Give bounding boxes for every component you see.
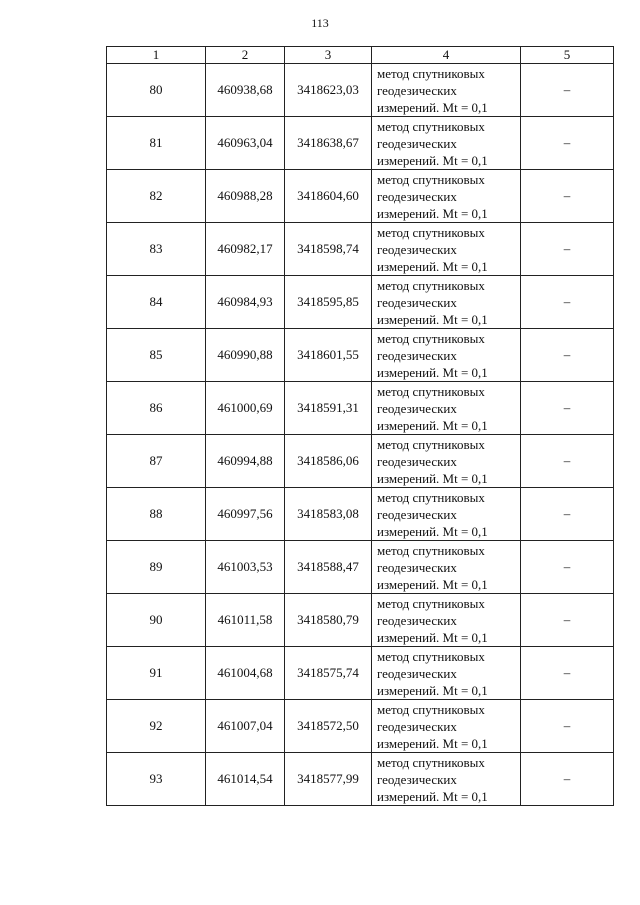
- method-line: метод спутниковых: [377, 489, 485, 505]
- method-cell: [372, 382, 521, 435]
- method-line: измерений. Mt = 0,1: [377, 788, 488, 804]
- table-row: [107, 488, 614, 541]
- note-cell: –: [521, 329, 614, 382]
- table-row: [107, 700, 614, 753]
- point-number-cell: 81: [107, 117, 206, 170]
- method-cell: [372, 170, 521, 223]
- method-line: геодезических: [377, 718, 457, 734]
- method-line: метод спутниковых: [377, 595, 485, 611]
- method-line: геодезических: [377, 612, 457, 628]
- table-row: [107, 382, 614, 435]
- method-line: измерений. Mt = 0,1: [377, 470, 488, 486]
- method-line: геодезических: [377, 771, 457, 787]
- note-cell: –: [521, 117, 614, 170]
- table-row: [107, 647, 614, 700]
- method-line: метод спутниковых: [377, 648, 485, 664]
- method-cell: [372, 488, 521, 541]
- coordinates-table: [106, 46, 614, 806]
- x-coordinate-cell: 460984,93: [206, 276, 285, 329]
- note-cell: –: [521, 594, 614, 647]
- method-line: измерений. Mt = 0,1: [377, 258, 488, 274]
- method-line: метод спутниковых: [377, 330, 485, 346]
- x-coordinate-cell: 461007,04: [206, 700, 285, 753]
- y-coordinate-cell: 3418586,06: [285, 435, 372, 488]
- method-line: метод спутниковых: [377, 65, 485, 81]
- method-line: измерений. Mt = 0,1: [377, 152, 488, 168]
- method-line: геодезических: [377, 453, 457, 469]
- method-line: геодезических: [377, 559, 457, 575]
- method-line: метод спутниковых: [377, 436, 485, 452]
- method-line: измерений. Mt = 0,1: [377, 523, 488, 539]
- header-col-1: 1: [107, 47, 206, 64]
- method-line: измерений. Mt = 0,1: [377, 735, 488, 751]
- page-number: 113: [311, 16, 329, 30]
- x-coordinate-cell: 460988,28: [206, 170, 285, 223]
- y-coordinate-cell: 3418577,99: [285, 753, 372, 806]
- y-coordinate-cell: 3418591,31: [285, 382, 372, 435]
- y-coordinate-cell: 3418580,79: [285, 594, 372, 647]
- method-cell: [372, 594, 521, 647]
- y-coordinate-cell: 3418601,55: [285, 329, 372, 382]
- point-number-cell: 92: [107, 700, 206, 753]
- table-row: [107, 435, 614, 488]
- method-cell: [372, 276, 521, 329]
- point-number-cell: 91: [107, 647, 206, 700]
- x-coordinate-cell: 461014,54: [206, 753, 285, 806]
- x-coordinate-cell: 460963,04: [206, 117, 285, 170]
- note-cell: –: [521, 647, 614, 700]
- method-cell: [372, 541, 521, 594]
- method-line: измерений. Mt = 0,1: [377, 629, 488, 645]
- table-row: [107, 753, 614, 806]
- x-coordinate-cell: 460990,88: [206, 329, 285, 382]
- y-coordinate-cell: 3418572,50: [285, 700, 372, 753]
- point-number-cell: 89: [107, 541, 206, 594]
- method-cell: [372, 223, 521, 276]
- point-number-cell: 84: [107, 276, 206, 329]
- y-coordinate-cell: 3418604,60: [285, 170, 372, 223]
- note-cell: –: [521, 223, 614, 276]
- x-coordinate-cell: 460938,68: [206, 64, 285, 117]
- method-line: геодезических: [377, 188, 457, 204]
- y-coordinate-cell: 3418623,03: [285, 64, 372, 117]
- method-line: метод спутниковых: [377, 118, 485, 134]
- method-line: геодезических: [377, 347, 457, 363]
- method-cell: [372, 435, 521, 488]
- method-line: геодезических: [377, 400, 457, 416]
- y-coordinate-cell: 3418575,74: [285, 647, 372, 700]
- note-cell: –: [521, 488, 614, 541]
- table-row: [107, 64, 614, 117]
- method-cell: [372, 753, 521, 806]
- point-number-cell: 80: [107, 64, 206, 117]
- method-cell: [372, 700, 521, 753]
- point-number-cell: 93: [107, 753, 206, 806]
- y-coordinate-cell: 3418638,67: [285, 117, 372, 170]
- x-coordinate-cell: 461011,58: [206, 594, 285, 647]
- method-line: метод спутниковых: [377, 277, 485, 293]
- header-row: [107, 47, 614, 64]
- y-coordinate-cell: 3418588,47: [285, 541, 372, 594]
- method-line: измерений. Mt = 0,1: [377, 576, 488, 592]
- method-line: метод спутниковых: [377, 754, 485, 770]
- method-cell: [372, 647, 521, 700]
- method-cell: [372, 64, 521, 117]
- method-line: геодезических: [377, 241, 457, 257]
- table-row: [107, 329, 614, 382]
- note-cell: –: [521, 64, 614, 117]
- method-line: измерений. Mt = 0,1: [377, 364, 488, 380]
- x-coordinate-cell: 460997,56: [206, 488, 285, 541]
- method-line: геодезических: [377, 135, 457, 151]
- y-coordinate-cell: 3418598,74: [285, 223, 372, 276]
- method-line: метод спутниковых: [377, 542, 485, 558]
- method-line: метод спутниковых: [377, 383, 485, 399]
- point-number-cell: 86: [107, 382, 206, 435]
- method-line: измерений. Mt = 0,1: [377, 99, 488, 115]
- table-row: [107, 117, 614, 170]
- method-cell: [372, 117, 521, 170]
- method-line: измерений. Mt = 0,1: [377, 205, 488, 221]
- header-col-2: 2: [206, 47, 285, 64]
- table-body: [107, 64, 614, 806]
- header-col-3: 3: [285, 47, 372, 64]
- method-line: измерений. Mt = 0,1: [377, 311, 488, 327]
- note-cell: –: [521, 276, 614, 329]
- note-cell: –: [521, 435, 614, 488]
- note-cell: –: [521, 382, 614, 435]
- point-number-cell: 83: [107, 223, 206, 276]
- point-number-cell: 90: [107, 594, 206, 647]
- y-coordinate-cell: 3418595,85: [285, 276, 372, 329]
- note-cell: –: [521, 541, 614, 594]
- method-line: геодезических: [377, 665, 457, 681]
- point-number-cell: 87: [107, 435, 206, 488]
- x-coordinate-cell: 461004,68: [206, 647, 285, 700]
- method-line: измерений. Mt = 0,1: [377, 417, 488, 433]
- point-number-cell: 88: [107, 488, 206, 541]
- method-line: геодезических: [377, 294, 457, 310]
- header-col-5: 5: [521, 47, 614, 64]
- table-row: [107, 541, 614, 594]
- method-line: метод спутниковых: [377, 171, 485, 187]
- note-cell: –: [521, 753, 614, 806]
- method-line: геодезических: [377, 506, 457, 522]
- x-coordinate-cell: 461003,53: [206, 541, 285, 594]
- method-line: метод спутниковых: [377, 701, 485, 717]
- x-coordinate-cell: 461000,69: [206, 382, 285, 435]
- note-cell: –: [521, 700, 614, 753]
- table-row: [107, 594, 614, 647]
- method-line: метод спутниковых: [377, 224, 485, 240]
- method-line: геодезических: [377, 82, 457, 98]
- x-coordinate-cell: 460994,88: [206, 435, 285, 488]
- x-coordinate-cell: 460982,17: [206, 223, 285, 276]
- y-coordinate-cell: 3418583,08: [285, 488, 372, 541]
- table-header: [107, 47, 614, 64]
- method-cell: [372, 329, 521, 382]
- table-row: [107, 170, 614, 223]
- point-number-cell: 82: [107, 170, 206, 223]
- point-number-cell: 85: [107, 329, 206, 382]
- table-row: [107, 223, 614, 276]
- method-line: измерений. Mt = 0,1: [377, 682, 488, 698]
- header-col-4: 4: [372, 47, 521, 64]
- note-cell: –: [521, 170, 614, 223]
- table-row: [107, 276, 614, 329]
